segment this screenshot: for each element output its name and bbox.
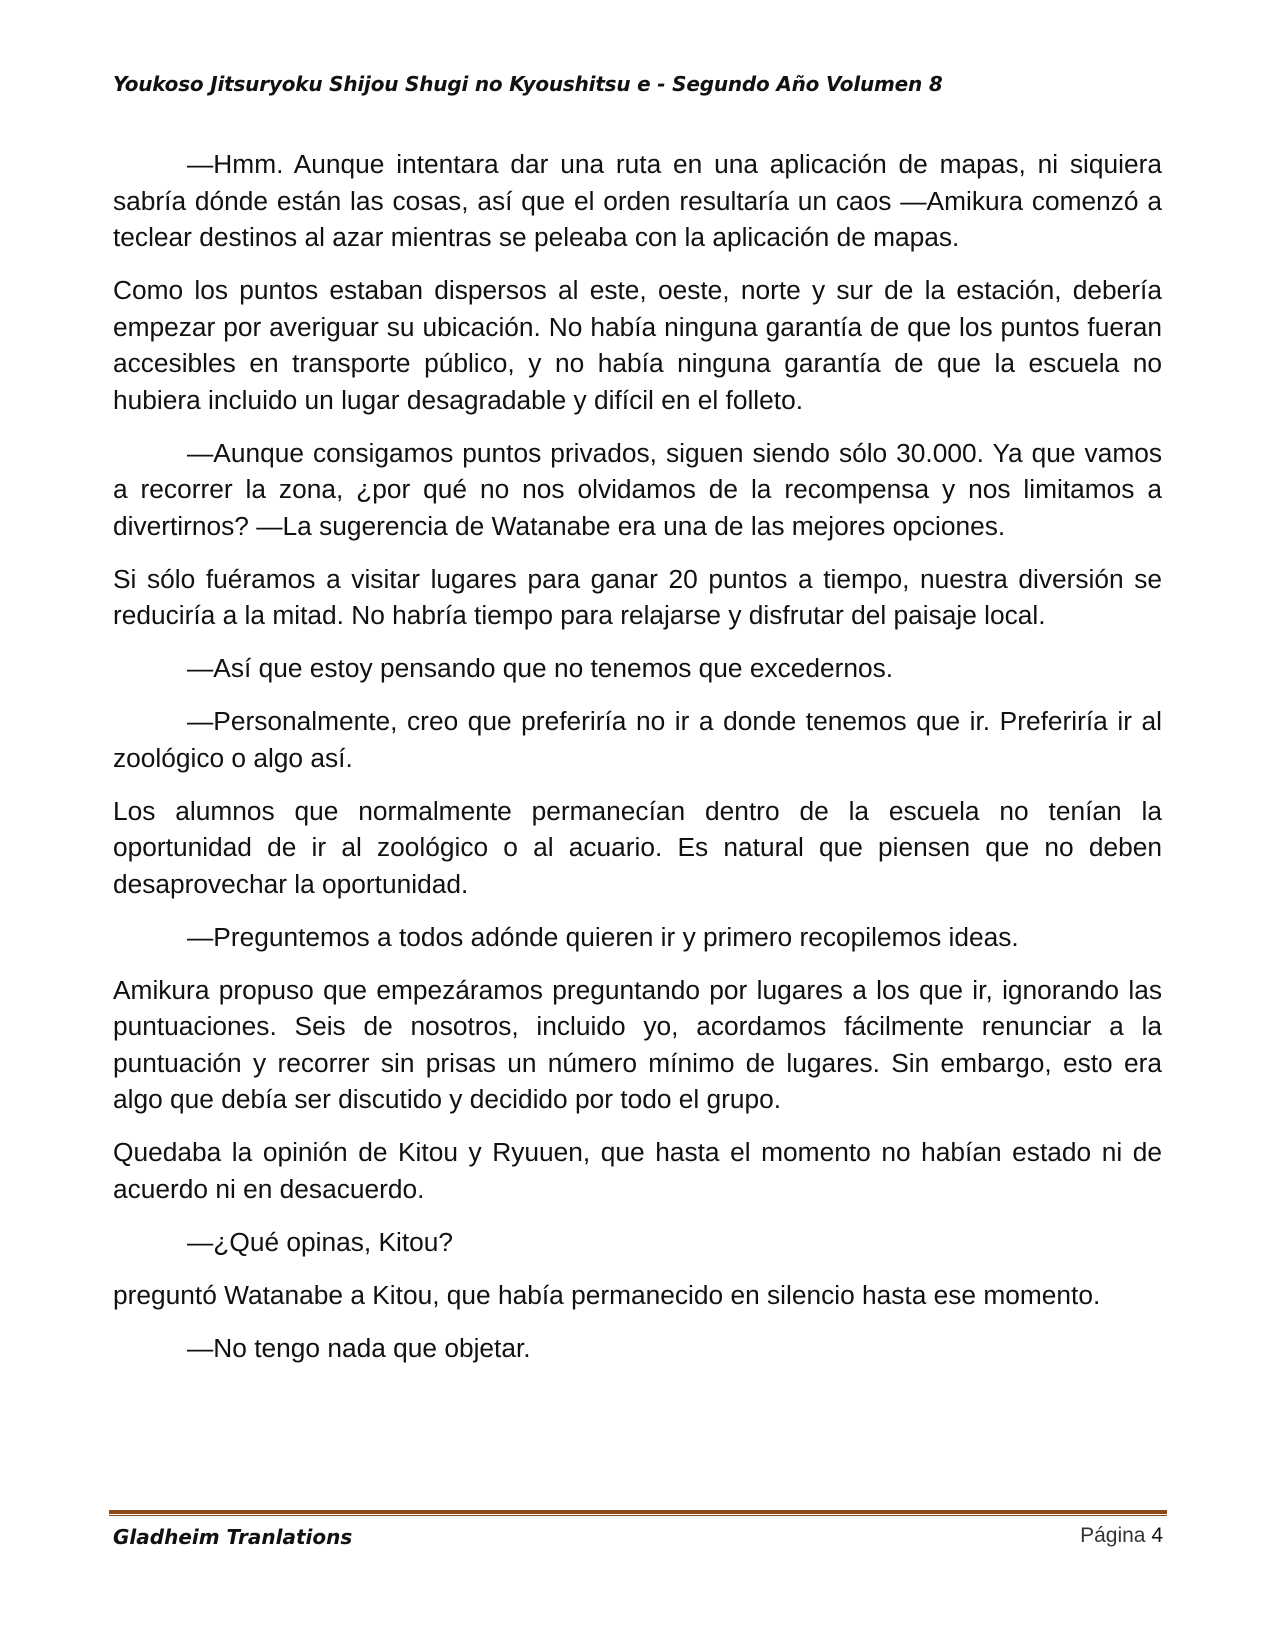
page-body: [113, 146, 1162, 1383]
page-label: Página: [1080, 1524, 1146, 1547]
paragraph: —Aunque consigamos puntos privados, siguen siendo sólo 30.000. Ya que vamos a recorrer la zona, ¿por qué no nos olvidamos de la recompensa y nos limitamos a divertirnos? —La sugerencia de Watanabe era una de las mejores opciones.: [113, 437, 1162, 541]
paragraph: —Hmm. Aunque intentara dar una ruta en una aplicación de mapas, ni siquiera sabría dónde están las cosas, así que el orden resultaría un caos —Amikura comenzó a teclear destinos al azar mientras se peleaba con la aplicación de mapas.: [113, 149, 1162, 252]
paragraph: preguntó Watanabe a Kitou, que había permanecido en silencio hasta ese momento.: [113, 1279, 1101, 1310]
page-header-title: Youkoso Jitsuryoku Shijou Shugi no Kyoushitsu e - Segundo Año Volumen 8: [113, 72, 943, 96]
paragraph: Los alumnos que normalmente permanecían dentro de la escuela no tenían la oportunidad de ir al zoológico o al acuario. Es natural que piensen que no deben desaprovechar la oportunidad.: [113, 795, 1162, 899]
paragraph: —Preguntemos a todos adónde quieren ir y primero recopilemos ideas.: [187, 921, 1019, 952]
paragraph: —¿Qué opinas, Kitou?: [187, 1226, 454, 1257]
paragraph: Quedaba la opinión de Kitou y Ryuuen, que hasta el momento no habían estado ni de acuerdo ni en desacuerdo.: [113, 1137, 1162, 1204]
page-indicator: [1080, 1524, 1163, 1548]
paragraph: Amikura propuso que empezáramos preguntando por lugares a los que ir, ignorando las puntuaciones. Seis de nosotros, incluido yo, acordamos fácilmente renunciar a la puntuación y recorrer sin prisas un número mínimo de lugares. Sin embargo, esto era algo que debía ser discutido y decidido por todo el grupo.: [113, 974, 1162, 1114]
footer-credit: Gladheim Tranlations: [113, 1525, 353, 1549]
paragraph: Como los puntos estaban dispersos al este, oeste, norte y sur de la estación, debería empezar por averiguar su ubicación. No había ninguna garantía de que los puntos fueran accesibles en transporte público, y no había ninguna garantía de que la escuela no hubiera incluido un lugar desagradable y difícil en el folleto.: [113, 275, 1162, 415]
paragraph: —Así que estoy pensando que no tenemos que excedernos.: [187, 653, 894, 683]
paragraph: —No tengo nada que objetar.: [187, 1332, 531, 1363]
page-number: 4: [1151, 1524, 1163, 1547]
paragraph: Si sólo fuéramos a visitar lugares para ganar 20 puntos a tiempo, nuestra diversión se reduciría a la mitad. No habría tiempo para relajarse y disfrutar del paisaje local.: [113, 563, 1162, 630]
paragraph: —Personalmente, creo que preferiría no ir a donde tenemos que ir. Preferiría ir al zoológico o algo así.: [113, 706, 1162, 773]
footer-divider: [109, 1510, 1167, 1516]
